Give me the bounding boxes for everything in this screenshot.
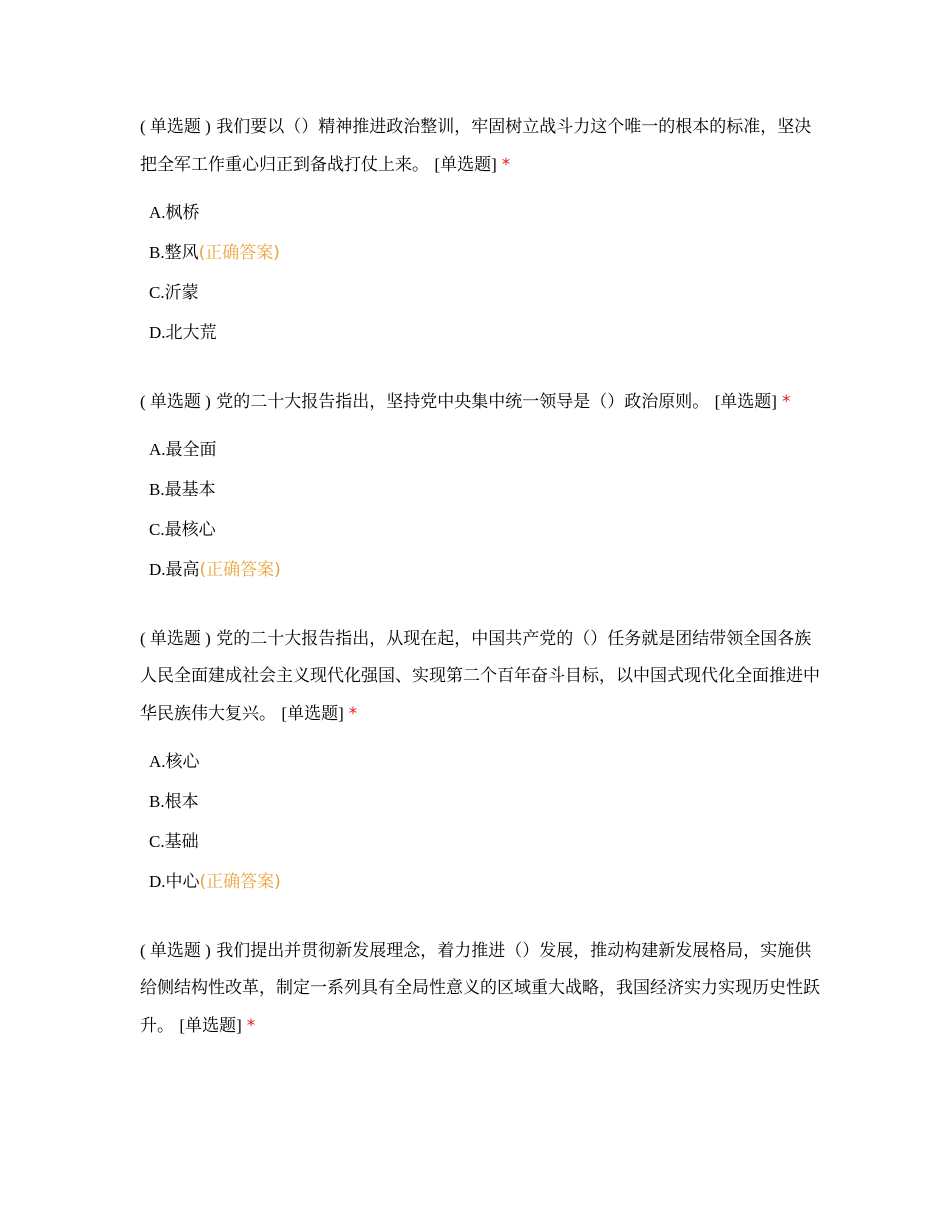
option-letter: C.: [149, 520, 165, 539]
option-d: [149, 862, 820, 902]
option-letter: D.: [149, 872, 166, 891]
question-2: [140, 383, 820, 590]
option-list: [149, 430, 820, 590]
option-c: [149, 273, 820, 313]
option-list: [149, 742, 820, 902]
option-a: [149, 742, 820, 782]
option-letter: C.: [149, 832, 165, 851]
required-mark: *: [348, 704, 358, 724]
option-a: [149, 193, 820, 233]
correct-answer-label: (正确答案): [199, 872, 281, 892]
option-text: 最基本: [164, 480, 216, 500]
question-type-prefix: ( 单选题 ): [140, 629, 211, 648]
option-letter: B.: [149, 480, 165, 499]
option-b: [149, 470, 820, 510]
option-text: 沂蒙: [164, 283, 199, 303]
option-text: 中心: [165, 872, 200, 892]
question-type-suffix: [单选题]: [714, 392, 777, 411]
option-text: 根本: [164, 792, 199, 812]
option-letter: D.: [149, 323, 166, 342]
question-type-prefix: ( 单选题 ): [140, 941, 211, 960]
option-list: [149, 193, 820, 353]
option-text: 最高: [165, 560, 200, 580]
required-mark: *: [781, 392, 791, 412]
option-letter: C.: [149, 283, 165, 302]
option-c: [149, 822, 820, 862]
option-b: [149, 233, 820, 273]
question-text: 我们要以（）精神推进政治整训，牢固树立战斗力这个唯一的根本的标准，坚决把全军工作重心归正到备战打仗上来。: [140, 117, 812, 175]
option-letter: A.: [149, 203, 166, 222]
option-letter: A.: [149, 752, 166, 771]
option-c: [149, 510, 820, 550]
option-text: 基础: [164, 832, 199, 852]
question-type-suffix: [单选题]: [179, 1016, 242, 1035]
option-text: 枫桥: [165, 203, 200, 223]
option-letter: B.: [149, 792, 165, 811]
option-a: [149, 430, 820, 470]
option-letter: D.: [149, 560, 166, 579]
option-d: [149, 550, 820, 590]
correct-answer-label: (正确答案): [199, 560, 281, 580]
option-text: 整风: [164, 243, 199, 263]
question-stem: [140, 108, 820, 184]
question-stem: [140, 932, 820, 1045]
question-type-prefix: ( 单选题 ): [140, 117, 211, 136]
correct-answer-label: (正确答案): [198, 243, 280, 263]
option-letter: A.: [149, 440, 166, 459]
required-mark: *: [246, 1016, 256, 1036]
option-letter: B.: [149, 243, 165, 262]
option-d: [149, 313, 820, 353]
question-text: 党的二十大报告指出，从现在起，中国共产党的（）任务就是团结带领全国各族人民全面建成社会主义现代化强国、实现第二个百年奋斗目标，以中国式现代化全面推进中华民族伟大复兴。: [140, 629, 820, 724]
question-text: 党的二十大报告指出，坚持党中央集中统一领导是（）政治原则。: [216, 392, 710, 412]
required-mark: *: [501, 155, 511, 175]
question-3: [140, 620, 820, 902]
question-type-suffix: [单选题]: [434, 155, 497, 174]
question-1: [140, 108, 820, 353]
question-type-prefix: ( 单选题 ): [140, 392, 211, 411]
document-page: [140, 108, 820, 1075]
question-4: [140, 932, 820, 1045]
option-b: [149, 782, 820, 822]
option-text: 核心: [165, 752, 200, 772]
question-stem: [140, 383, 820, 421]
question-text: 我们提出并贯彻新发展理念，着力推进（）发展，推动构建新发展格局，实施供给侧结构性改革，制定一系列具有全局性意义的区域重大战略，我国经济实力实现历史性跃升。: [140, 941, 820, 1036]
option-text: 最核心: [164, 520, 216, 540]
option-text: 北大荒: [165, 323, 217, 343]
question-stem: [140, 620, 820, 733]
option-text: 最全面: [165, 440, 217, 460]
question-type-suffix: [单选题]: [281, 704, 344, 723]
